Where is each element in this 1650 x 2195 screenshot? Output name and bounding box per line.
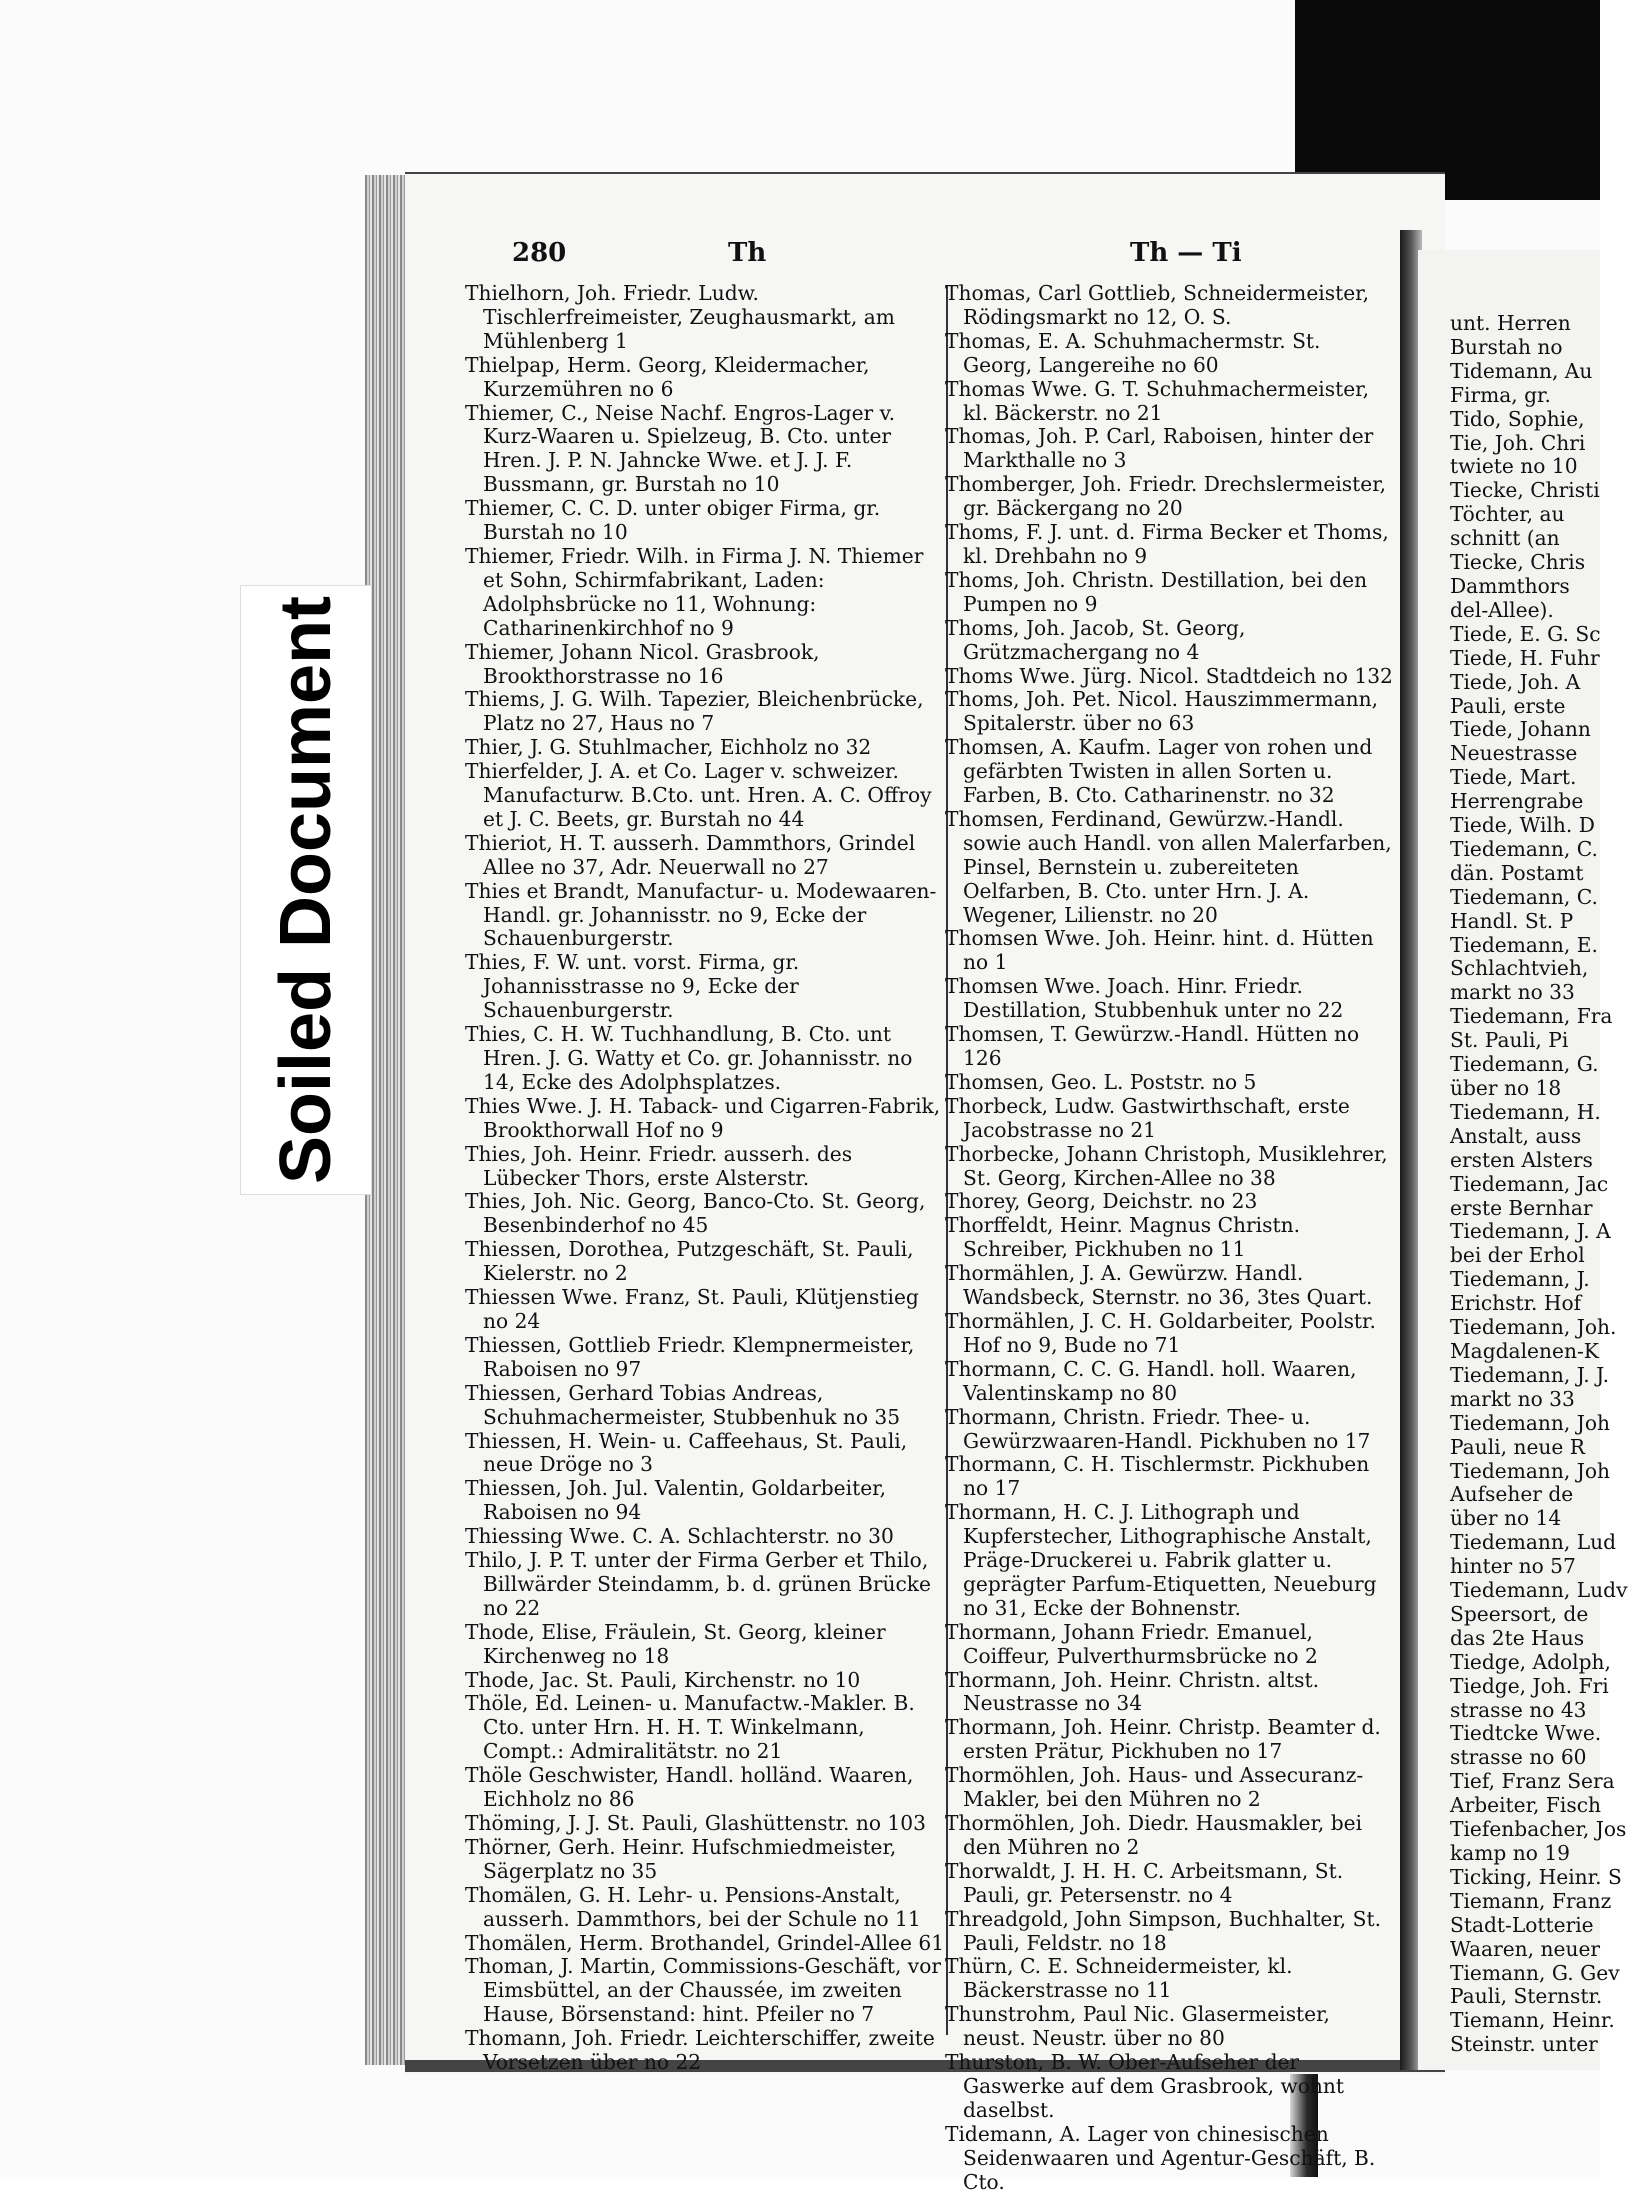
directory-entry: Thierfelder, J. A. et Co. Lager v. schweizer. Manufacturw. B.Cto. unt. Hren. A. C. Offroy et J. C. Beets, gr. Burstah no 44 bbox=[465, 759, 932, 831]
directory-entry: twiete no 10 bbox=[1450, 454, 1578, 479]
directory-entry: Thieriot, H. T. ausserh. Dammthors, Grindel Allee no 37, Adr. Neuerwall no 27 bbox=[465, 830, 916, 879]
directory-entry: Tiede, E. G. Sc bbox=[1450, 621, 1601, 646]
directory-entry: Thomas, Joh. P. Carl, Raboisen, hinter der Markthalle no 3 bbox=[945, 424, 1374, 473]
directory-entry: Thomsen, Ferdinand, Gewürzw.-Handl. sowie auch Handl. von allen Malerfarben, Pinsel, Bernstein u. zubereiteten Oelfarben, B. Cto. unter Hrn. J. A. Wegener, Lilienstr. no 20 bbox=[945, 806, 1392, 927]
directory-entry: Thomsen Wwe. Joach. Hinr. Friedr. Destillation, Stubbenhuk unter no 22 bbox=[945, 974, 1344, 1023]
directory-entry: Tiede, Mart. bbox=[1450, 765, 1577, 790]
directory-entry: Thormählen, J. A. Gewürzw. Handl. Wandsbeck, Sternstr. no 36, 3tes Quart. bbox=[945, 1261, 1373, 1310]
directory-entry: Speersort, de bbox=[1450, 1601, 1589, 1626]
scanner-black-border bbox=[1295, 0, 1600, 200]
directory-entry: erste Bernhar bbox=[1450, 1195, 1593, 1220]
directory-entry: Tiecke, Chris bbox=[1450, 550, 1586, 575]
directory-entry: Tiedemann, C. bbox=[1450, 836, 1598, 861]
directory-entry: Thormann, Christn. Friedr. Thee- u. Gewürzwaaren-Handl. Pickhuben no 17 bbox=[945, 1404, 1371, 1453]
directory-entry: Thies, Joh. Heinr. Friedr. ausserh. des Lübecker Thors, erste Alsterstr. bbox=[465, 1141, 853, 1190]
directory-entry: del-Allee). bbox=[1450, 597, 1554, 622]
directory-entry: Thormann, H. C. J. Lithograph und Kupferstecher, Lithographische Anstalt, Präge-Druckerei u. Fabrik glatter u. geprägter Parfum-Etiquetten, Neueburg no 31, Ecke der Bohnenstr. bbox=[945, 1500, 1377, 1620]
directory-entry: Thier, J. G. Stuhlmacher, Eichholz no 32 bbox=[465, 735, 872, 760]
directory-entry: Tiedemann, Fra bbox=[1450, 1004, 1613, 1029]
directory-entry: über no 14 bbox=[1450, 1506, 1562, 1531]
directory-entry: Thormann, Joh. Heinr. Christn. altst. Neustrasse no 34 bbox=[945, 1667, 1319, 1716]
directory-entry: Waaren, neuer bbox=[1450, 1936, 1601, 1961]
directory-entry: Thoms Wwe. Jürg. Nicol. Stadtdeich no 132 bbox=[945, 663, 1393, 688]
directory-entry: Thiessing Wwe. C. A. Schlachterstr. no 30 bbox=[465, 1524, 894, 1549]
directory-entry: Thoms, Joh. Jacob, St. Georg, Grützmachergang no 4 bbox=[945, 615, 1246, 664]
directory-entry: Tiefenbacher, Jos bbox=[1450, 1817, 1627, 1842]
directory-entry: Tiedemann, Ludv bbox=[1450, 1578, 1628, 1603]
directory-entry: Pauli, Sternstr. bbox=[1450, 1984, 1603, 2009]
right-page-column bbox=[1450, 312, 1650, 2057]
directory-entry: Thorbecke, Johann Christoph, Musiklehrer, St. Georg, Kirchen-Allee no 38 bbox=[945, 1141, 1388, 1190]
directory-entry: Thomas, E. A. Schuhmachermstr. St. Georg, Langereihe no 60 bbox=[945, 328, 1321, 377]
directory-entry: Pauli, neue R bbox=[1450, 1434, 1585, 1459]
directory-entry: Thomberger, Joh. Friedr. Drechslermeister, gr. Bäckergang no 20 bbox=[945, 472, 1387, 521]
directory-entry: Tiedtcke Wwe. bbox=[1450, 1721, 1602, 1746]
directory-entry: Pauli, erste bbox=[1450, 693, 1566, 718]
directory-entry: dän. Postamt bbox=[1450, 860, 1584, 885]
directory-entry: Thoman, J. Martin, Commissions-Geschäft, vor Eimsbüttel, an der Chaussée, im zweiten Hause, Börsenstand: hint. Pfeiler no 7 bbox=[465, 1954, 942, 2027]
directory-entry: Thormöhlen, Joh. Diedr. Hausmakler, bei den Mühren no 2 bbox=[945, 1811, 1363, 1859]
directory-entry: Thielhorn, Joh. Friedr. Ludw. Tischlerfreimeister, Zeughausmarkt, am Mühlenberg 1 bbox=[465, 281, 895, 353]
directory-entry: Tiedemann, J. J. bbox=[1450, 1362, 1610, 1387]
directory-entry: Thormählen, J. C. H. Goldarbeiter, Poolstr. Hof no 9, Bude no 71 bbox=[945, 1308, 1376, 1357]
directory-entry: Magdalenen-K bbox=[1450, 1338, 1599, 1363]
directory-entry: Tiedge, Joh. Fri bbox=[1450, 1673, 1609, 1698]
directory-entry: Thurston, B. W. Ober-Aufseher der Gaswerke auf dem Grasbrook, wohnt daselbst. bbox=[945, 2050, 1345, 2122]
directory-entry: Tief, Franz Sera bbox=[1450, 1769, 1615, 1794]
directory-entry: Dammthors bbox=[1450, 573, 1570, 598]
directory-entry: Schlachtvieh, bbox=[1450, 956, 1589, 981]
directory-entry: Thomsen, Geo. L. Poststr. no 5 bbox=[945, 1069, 1257, 1094]
directory-entry: Tiede, Johann bbox=[1450, 717, 1591, 742]
directory-entry: über no 18 bbox=[1450, 1076, 1562, 1100]
directory-entry: Tiedemann, E. bbox=[1450, 932, 1598, 957]
directory-entry: Tiedemann, Joh bbox=[1450, 1410, 1611, 1435]
directory-entry: Thiessen, Gerhard Tobias Andreas, Schuhmachermeister, Stubbenhuk no 35 bbox=[465, 1380, 901, 1429]
directory-entry: Tiedemann, Joh. bbox=[1450, 1315, 1617, 1340]
directory-entry: Tiede, Joh. A bbox=[1450, 669, 1581, 694]
directory-entry: Thomsen, T. Gewürzw.-Handl. Hütten no 126 bbox=[945, 1022, 1360, 1070]
directory-entry: Thormann, Johann Friedr. Emanuel, Coiffeur, Pulverthurmsbrücke no 2 bbox=[945, 1619, 1318, 1668]
directory-entry: Thies, C. H. W. Tuchhandlung, B. Cto. unt Hren. J. G. Watty et Co. gr. Johannisstr. no 14, Ecke des Adolphsplatzes. bbox=[465, 1022, 913, 1094]
directory-entry: Tiecke, Christi bbox=[1450, 478, 1600, 503]
directory-entry: Thoms, Joh. Pet. Nicol. Hauszimmermann, Spitalerstr. über no 63 bbox=[945, 687, 1379, 736]
left-running-head: Th bbox=[728, 238, 767, 268]
directory-entry: Thormann, C. H. Tischlermstr. Pickhuben no 17 bbox=[945, 1452, 1370, 1501]
directory-entry: bei der Erhol bbox=[1450, 1243, 1585, 1268]
directory-entry: Tido, Sophie, bbox=[1450, 406, 1585, 431]
directory-entry: Thies et Brandt, Manufactur- u. Modewaaren-Handl. gr. Johannisstr. no 9, Ecke der Schauenburgerstr. bbox=[465, 878, 937, 951]
directory-entry: Thiessen, Dorothea, Putzgeschäft, St. Pauli, Kielerstr. no 2 bbox=[465, 1237, 914, 1286]
directory-entry: Thormöhlen, Joh. Haus- und Assecuranz-Makler, bei den Mühren no 2 bbox=[945, 1763, 1364, 1812]
directory-entry: Thorffeldt, Heinr. Magnus Christn. Schreiber, Pickhuben no 11 bbox=[945, 1213, 1301, 1262]
directory-entry: Handl. St. P bbox=[1450, 908, 1574, 933]
directory-entry: Anstalt, auss bbox=[1450, 1123, 1582, 1148]
directory-entry: Thilo, J. P. T. unter der Firma Gerber et Thilo, Billwärder Steindamm, b. d. grünen Brücke no 22 bbox=[465, 1548, 931, 1620]
directory-entry: Tiedemann, Jac bbox=[1450, 1171, 1609, 1196]
directory-entry: Tie, Joh. Chri bbox=[1450, 430, 1586, 455]
directory-entry: Thielpap, Herm. Georg, Kleidermacher, Kurzemühren no 6 bbox=[465, 352, 870, 401]
directory-entry: Tiede, Wilh. D bbox=[1450, 813, 1595, 838]
directory-entry: Thomsen, A. Kaufm. Lager von rohen und gefärbten Twisten in allen Sorten u. Farben, B. Cto. Catharinenstr. no 32 bbox=[945, 735, 1373, 808]
directory-entry: Thörner, Gerh. Heinr. Hufschmiedmeister, Sägerplatz no 35 bbox=[465, 1834, 897, 1883]
directory-entry: Thomas, Carl Gottlieb, Schneidermeister, Rödingsmarkt no 12, O. S. bbox=[945, 281, 1369, 329]
directory-entry: Tiedemann, Lud bbox=[1450, 1530, 1617, 1555]
directory-entry: Thomälen, Herm. Brothandel, Grindel-Allee 61 bbox=[465, 1930, 945, 1955]
directory-entry: Tiedge, Adolph, bbox=[1450, 1649, 1611, 1674]
directory-entry: strasse no 43 bbox=[1450, 1697, 1587, 1722]
directory-entry: Thode, Jac. St. Pauli, Kirchenstr. no 10 bbox=[465, 1667, 861, 1692]
directory-entry: Thode, Elise, Fräulein, St. Georg, kleiner Kirchenweg no 18 bbox=[465, 1619, 886, 1668]
directory-entry: Thorbeck, Ludw. Gastwirthschaft, erste Jacobstrasse no 21 bbox=[945, 1093, 1350, 1142]
directory-entry: kamp no 19 bbox=[1450, 1841, 1571, 1865]
directory-entry: Ticking, Heinr. S bbox=[1450, 1864, 1622, 1889]
directory-entry: Thorwaldt, J. H. H. C. Arbeitsmann, St. Pauli, gr. Petersenstr. no 4 bbox=[945, 1858, 1344, 1907]
directory-entry: Thiessen Wwe. Franz, St. Pauli, Klütjenstieg no 24 bbox=[465, 1285, 919, 1333]
directory-entry: schnitt (an bbox=[1450, 526, 1560, 551]
directory-entry: Tidemann, Au bbox=[1450, 358, 1593, 383]
directory-entry: Tiede, H. Fuhr bbox=[1450, 645, 1600, 670]
directory-entry: Thoms, F. J. unt. d. Firma Becker et Thoms, kl. Drehbahn no 9 bbox=[945, 520, 1389, 568]
directory-entry: Tiedemann, Joh bbox=[1450, 1458, 1611, 1483]
directory-entry: Tidemann, A. Lager von chinesischen Seidenwaaren und Agentur-Geschäft, B. Cto. bbox=[945, 2121, 1376, 2194]
directory-entry: Tiedemann, G. bbox=[1450, 1052, 1599, 1077]
directory-entry: Thorey, Georg, Deichstr. no 23 bbox=[945, 1189, 1258, 1214]
directory-entry: Thiems, J. G. Wilh. Tapezier, Bleichenbrücke, Platz no 27, Haus no 7 bbox=[465, 687, 924, 736]
soiled-document-text: Soiled Document bbox=[266, 595, 346, 1185]
directory-entry: das 2te Haus bbox=[1450, 1625, 1585, 1650]
directory-entry: Thiessen, Gottlieb Friedr. Klempnermeister, Raboisen no 97 bbox=[465, 1332, 915, 1381]
left-column bbox=[465, 282, 945, 2075]
directory-entry: Thomas Wwe. G. T. Schuhmachermeister, kl. Bäckerstr. no 21 bbox=[945, 376, 1369, 425]
directory-entry: Thies Wwe. J. H. Taback- und Cigarren-Fabrik, Brookthorwall Hof no 9 bbox=[465, 1093, 941, 1142]
directory-entry: Thiessen, Joh. Jul. Valentin, Goldarbeiter, Raboisen no 94 bbox=[465, 1476, 886, 1525]
directory-entry: markt no 33 bbox=[1450, 980, 1575, 1005]
directory-entry: Thöle Geschwister, Handl. holländ. Waaren, Eichholz no 86 bbox=[465, 1763, 914, 1812]
directory-entry: Thiemer, C., Neise Nachf. Engros-Lager v. Kurz-Waaren u. Spielzeug, B. Cto. unter Hren. J. P. N. Jahncke Wwe. et J. J. F. Bussmann, gr. Burstah no 10 bbox=[465, 400, 896, 497]
directory-entry: Thormann, C. C. G. Handl. holl. Waaren, Valentinskamp no 80 bbox=[945, 1356, 1357, 1405]
directory-entry: unt. Herren bbox=[1450, 311, 1571, 335]
directory-entry: Burstah no bbox=[1450, 334, 1563, 359]
directory-entry: Thomsen Wwe. Joh. Heinr. hint. d. Hütten no 1 bbox=[945, 926, 1374, 975]
directory-entry: Tiemann, Franz bbox=[1450, 1888, 1612, 1913]
directory-entry: Töchter, au bbox=[1450, 502, 1565, 527]
soiled-document-label bbox=[240, 585, 372, 1195]
directory-entry: Thomälen, G. H. Lehr- u. Pensions-Anstalt, ausserh. Dammthors, bei der Schule no 11 bbox=[465, 1882, 921, 1931]
directory-entry: Thöming, J. J. St. Pauli, Glashüttenstr. no 103 bbox=[465, 1811, 926, 1835]
directory-entry: Tiedemann, H. bbox=[1450, 1099, 1601, 1124]
directory-entry: Herrengrabe bbox=[1450, 789, 1584, 814]
directory-entry: Thies, F. W. unt. vorst. Firma, gr. Johannisstrasse no 9, Ecke der Schauenburgerstr. bbox=[465, 950, 800, 1023]
directory-entry: markt no 33 bbox=[1450, 1386, 1575, 1411]
directory-entry: St. Pauli, Pi bbox=[1450, 1028, 1569, 1053]
directory-entry: Tiemann, Heinr. bbox=[1450, 2008, 1615, 2033]
page-number: 280 bbox=[512, 238, 567, 268]
directory-entry: Steinstr. unter bbox=[1450, 2032, 1598, 2057]
directory-entry: Thormann, Joh. Heinr. Christp. Beamter d. ersten Prätur, Pickhuben no 17 bbox=[945, 1715, 1381, 1764]
directory-entry: hinter no 57 bbox=[1450, 1554, 1576, 1579]
directory-entry: Thoms, Joh. Christn. Destillation, bei den Pumpen no 9 bbox=[945, 567, 1368, 616]
directory-entry: Thies, Joh. Nic. Georg, Banco-Cto. St. Georg, Besenbinderhof no 45 bbox=[465, 1189, 926, 1238]
directory-entry: Tiedemann, C. bbox=[1450, 884, 1598, 909]
directory-entry: Tiemann, G. Gev bbox=[1450, 1960, 1620, 1985]
middle-column bbox=[945, 282, 1395, 2195]
directory-entry: Thiemer, Friedr. Wilh. in Firma J. N. Thiemer et Sohn, Schirmfabrikant, Laden: Adolphsbrücke no 11, Wohnung: Catharinenkirchhof no 9 bbox=[465, 543, 924, 640]
directory-entry: Firma, gr. bbox=[1450, 382, 1551, 407]
directory-entry: ersten Alsters bbox=[1450, 1147, 1593, 1172]
directory-entry: Aufseher de bbox=[1450, 1482, 1574, 1507]
directory-entry: Thiemer, C. C. D. unter obiger Firma, gr. Burstah no 10 bbox=[465, 496, 881, 545]
directory-entry: Erichstr. Hof bbox=[1450, 1291, 1582, 1316]
directory-entry: Neuestrasse bbox=[1450, 741, 1578, 766]
directory-entry: Stadt-Lotterie bbox=[1450, 1912, 1594, 1937]
directory-entry: Thiessen, H. Wein- u. Caffeehaus, St. Pauli, neue Dröge no 3 bbox=[465, 1428, 908, 1477]
directory-entry: Arbeiter, Fisch bbox=[1450, 1793, 1602, 1818]
directory-entry: Thomann, Joh. Friedr. Leichterschiffer, zweite Vorsetzen über no 22 bbox=[465, 2026, 935, 2075]
directory-entry: strasse no 60 bbox=[1450, 1745, 1587, 1770]
directory-entry: Thürn, C. E. Schneidermeister, kl. Bäckerstrasse no 11 bbox=[945, 1954, 1293, 2003]
directory-entry: Thunstrohm, Paul Nic. Glasermeister, neust. Neustr. über no 80 bbox=[945, 2002, 1330, 2051]
directory-entry: Thöle, Ed. Leinen- u. Manufactw.-Makler. B. Cto. unter Hrn. H. H. T. Winkelmann, Compt.: Admiralitätstr. no 21 bbox=[465, 1691, 915, 1764]
directory-entry: Thiemer, Johann Nicol. Grasbrook, Brookthorstrasse no 16 bbox=[465, 639, 820, 688]
directory-entry: Threadgold, John Simpson, Buchhalter, St. Pauli, Feldstr. no 18 bbox=[945, 1906, 1382, 1955]
right-running-head: Th — Ti bbox=[1130, 238, 1242, 268]
directory-entry: Tiedemann, J. A bbox=[1450, 1219, 1611, 1244]
directory-entry: Tiedemann, J. bbox=[1450, 1267, 1590, 1292]
